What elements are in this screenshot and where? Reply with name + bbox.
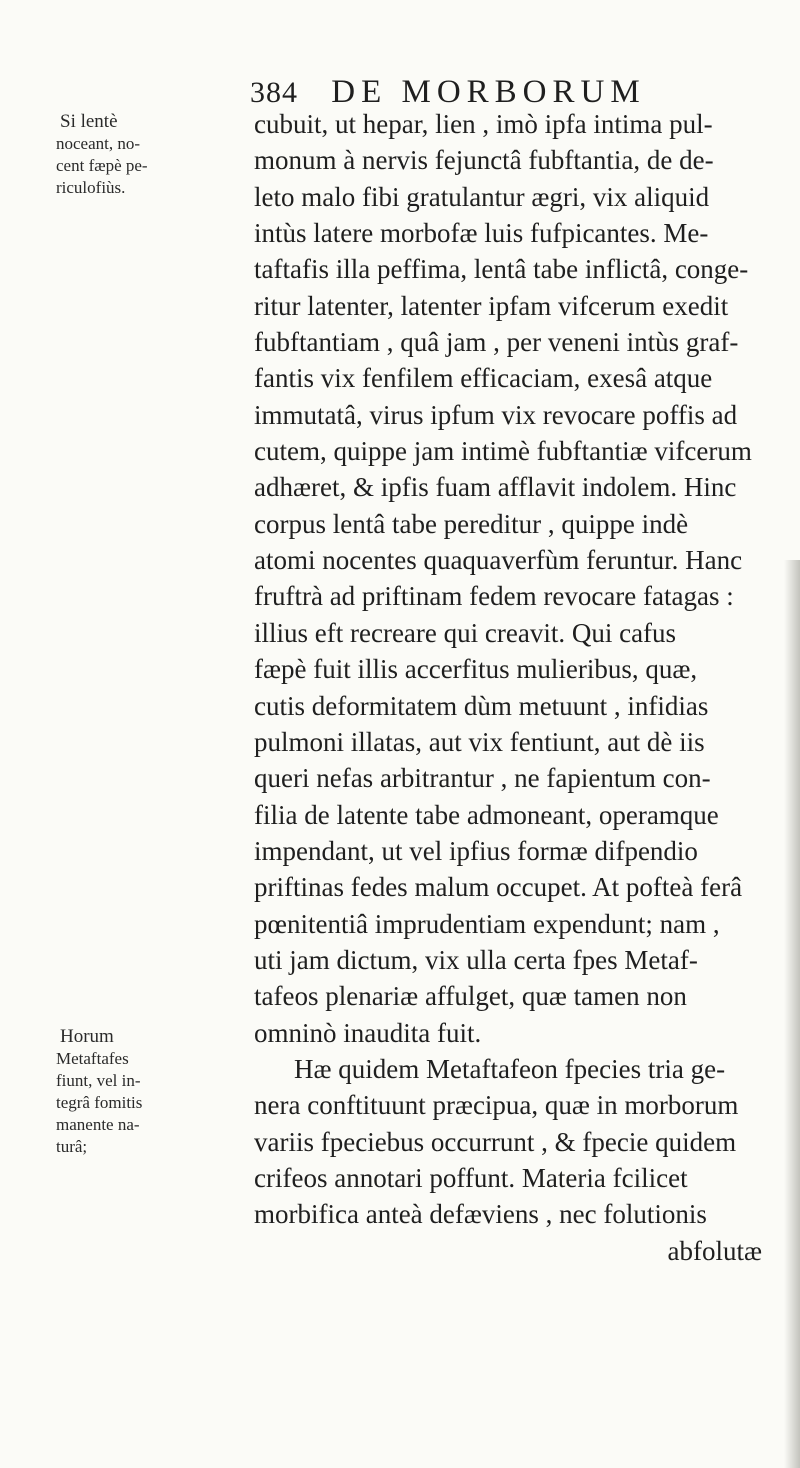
- text-line: crifeos annotari poffunt. Materia fcilicet: [254, 1162, 688, 1193]
- text-line: intùs latere morbofæ luis fufpicantes. Me-: [254, 218, 709, 249]
- margin-note-2: [56, 1026, 246, 1158]
- text-line: uti jam dictum, vix ulla certa fpes Metaf-: [254, 944, 698, 975]
- margin-note-line: riculofiùs.: [56, 178, 126, 197]
- text-line: tafeos plenariæ affulget, quæ tamen non: [254, 981, 687, 1012]
- margin-note-line: tegrâ fomitis: [56, 1093, 143, 1112]
- text-line: leto malo fibi gratulantur ægri, vix aliquid: [254, 181, 710, 212]
- text-line: pulmoni illatas, aut vix fentiunt, aut dè iis: [254, 726, 705, 757]
- body-text: [254, 106, 774, 1269]
- text-line: fubftantiam , quâ jam , per veneni intùs graf-: [254, 327, 739, 358]
- text-line: omninò inaudita fuit.: [254, 1017, 482, 1048]
- text-line: adhæret, & ipfis fuam afflavit indolem. Hinc: [254, 472, 737, 503]
- running-title: DE MORBORUM: [331, 74, 646, 110]
- text-line: abfolutæ: [667, 1235, 762, 1266]
- text-line: fæpè fuit illis accerfitus mulieribus, quæ,: [254, 654, 698, 685]
- text-line: cutis deformitatem dùm metuunt , infidias: [254, 690, 709, 721]
- text-line: pœnitentiâ imprudentiam expendunt; nam ,: [254, 908, 720, 939]
- margin-note-line: turâ;: [56, 1137, 88, 1156]
- text-line: corpus lentâ tabe pereditur , quippe indè: [254, 508, 689, 539]
- text-line: filia de latente tabe admoneant, operamque: [254, 799, 719, 830]
- text-line: variis fpeciebus occurrunt , & fpecie quidem: [254, 1126, 737, 1157]
- text-line: queri nefas arbitrantur , ne fapientum con-: [254, 763, 711, 794]
- text-line: ritur latenter, latenter ipfam vifcerum exedit: [254, 290, 729, 321]
- text-line: fantis vix fenfilem efficaciam, exesâ atque: [254, 363, 713, 394]
- text-line: illius eft recreare qui creavit. Qui cafus: [254, 617, 677, 648]
- text-line: impendant, ut vel ipfius formæ difpendio: [254, 835, 698, 866]
- text-line: cutem, quippe jam intimè fubftantiæ vifcerum: [254, 436, 752, 467]
- page-number: 384: [250, 76, 298, 109]
- text-line: cubuit, ut hepar, lien , imò ipfa intima pul-: [254, 109, 713, 139]
- text-line: priftinas fedes malum occupet. At pofteà ferâ: [254, 872, 743, 903]
- margin-note-line: Metaftafes: [56, 1049, 129, 1068]
- text-line: fruftrà ad priftinam fedem revocare fatagas :: [254, 581, 734, 612]
- margin-note-line: fiunt, vel in-: [56, 1071, 141, 1090]
- text-line: morbifica anteà defæviens , nec folutionis: [254, 1199, 707, 1230]
- text-line: monum à nervis fejunctâ fubftantia, de de-: [254, 145, 714, 176]
- text-line: immutatâ, virus ipfum vix revocare poffis ad: [254, 399, 738, 430]
- margin-note-1: [56, 111, 246, 199]
- text-line: nera conftituunt præcipua, quæ in morborum: [254, 1090, 739, 1121]
- margin-note-line: manente na-: [56, 1115, 140, 1134]
- margin-note-line: cent fæpè pe-: [56, 156, 148, 175]
- text-line: Hæ quidem Metaftafeon fpecies tria ge-: [294, 1053, 726, 1084]
- margin-note-line: Horum: [60, 1026, 114, 1047]
- margin-note-line: noceant, no-: [56, 134, 141, 153]
- page-edge-shadow: [784, 560, 800, 1468]
- margin-note-line: Si lentè: [60, 111, 118, 132]
- text-line: atomi nocentes quaquaverfùm feruntur. Hanc: [254, 545, 743, 576]
- text-line: taftafis illa peffima, lentâ tabe inflictâ, conge-: [254, 254, 749, 285]
